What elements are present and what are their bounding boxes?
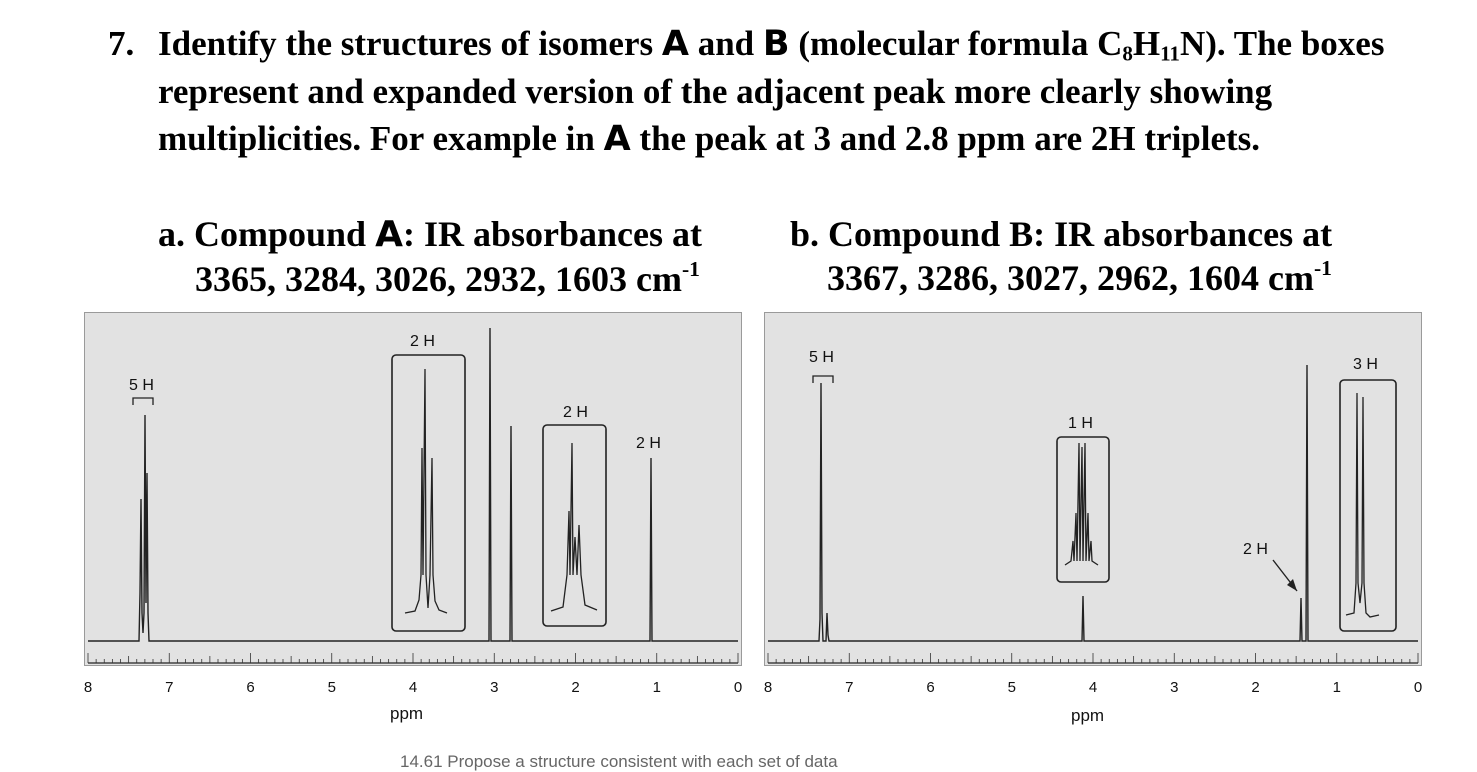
axis-a-tick-label: 0 (733, 679, 743, 696)
nmr-spectrum-a-plot (85, 313, 741, 665)
question-body (158, 20, 1468, 163)
ppm-axis-a (88, 653, 738, 663)
axis-a-tick-label: 2 (571, 679, 580, 696)
expanded-peak-trace (1065, 443, 1098, 565)
integration-bracket (133, 398, 153, 405)
peak-label-5h-a (129, 377, 154, 405)
question-text-part: (molecular formula C (798, 24, 1123, 63)
peak-label-text: 5 H (129, 377, 154, 394)
spectrum-a-trace (88, 328, 738, 641)
axis-b-tick-label: 6 (926, 679, 935, 696)
question-text-part: and (697, 24, 755, 63)
compound-a-letter: A (375, 214, 403, 255)
axis-a-tick-label: 3 (490, 679, 499, 696)
axis-a-tick-label: 7 (165, 679, 174, 696)
formula-element: H (1132, 24, 1161, 63)
heading-text: : IR absorbances at (402, 214, 702, 254)
axis-a-tick-label: 4 (408, 679, 418, 696)
axis-b-tick-label: 3 (1170, 679, 1179, 696)
axis-b-tick-label: 8 (763, 679, 773, 696)
peak-label-text: 2 H (563, 404, 588, 421)
question-text (108, 20, 1468, 163)
peak-label-text: 3 H (1353, 356, 1378, 373)
question-number: 7. (108, 24, 135, 63)
formula-subscript: 11 (1160, 41, 1180, 66)
peak-label-2h-b (1243, 541, 1297, 591)
expanded-peak-trace (405, 369, 447, 613)
axis-a-tick-label: 1 (652, 679, 661, 696)
inset-box-b-septet (1057, 415, 1109, 582)
peak-label-text: 2 H (1243, 541, 1268, 558)
peak-label-text: 2 H (410, 333, 435, 350)
ir-absorbances-b: 3367, 3286, 3027, 2962, 1604 cm (827, 258, 1314, 298)
expansion-box (1340, 380, 1396, 631)
compound-b-heading (790, 212, 1450, 300)
ppm-axis-label-a: ppm (390, 704, 424, 723)
spectrum-b-trace (768, 365, 1418, 641)
expanded-peak-trace (551, 443, 597, 611)
axis-b-tick-label: 2 (1251, 679, 1260, 696)
ppm-axis-label-b: ppm (1071, 706, 1105, 725)
inset-box-a-quartet (392, 333, 465, 631)
axis-b-tick-label: 5 (1007, 679, 1016, 696)
isomer-a-label: A (603, 119, 631, 159)
peak-label-text: 5 H (809, 349, 834, 366)
question-text-part: Identify the structures of isomers (158, 24, 654, 63)
question-text-part: N). The boxes represent and expanded version of the adjacent peak more clearly showing multiplicities. For example in (158, 24, 1385, 158)
axis-a-tick-label: 8 (83, 679, 93, 696)
inset-box-b-doublet (1340, 356, 1396, 631)
axis-b-tick-label: 7 (845, 679, 854, 696)
isomer-a-label: A (661, 24, 689, 64)
expanded-peak-trace (1346, 393, 1379, 617)
footnote-text: 14.61 Propose a structure consistent with each set of data (400, 752, 838, 771)
unit-exponent: -1 (681, 256, 700, 281)
inset-box-a-triplet (543, 404, 606, 626)
nmr-spectrum-b (764, 312, 1422, 666)
nmr-spectrum-b-plot (765, 313, 1421, 665)
compound-a-heading (158, 212, 758, 301)
axis-b-tick-label: 0 (1413, 679, 1423, 696)
peak-label-text: 2 H (636, 435, 661, 452)
question-text-part: the peak at 3 and 2.8 ppm are 2H triplets. (639, 119, 1261, 158)
axis-b-tick-label: 1 (1332, 679, 1341, 696)
axis-a-tick-label: 6 (246, 679, 255, 696)
peak-label-text: 1 H (1068, 415, 1093, 432)
nmr-spectrum-a (84, 312, 742, 666)
axis-b-tick-label: 4 (1088, 679, 1098, 696)
heading-text: a. Compound (158, 214, 367, 254)
isomer-b-label: B (762, 24, 790, 64)
expansion-box (543, 425, 606, 626)
ir-absorbances-a: 3365, 3284, 3026, 2932, 1603 cm (195, 259, 682, 299)
integration-bracket (813, 376, 833, 383)
unit-exponent: -1 (1313, 255, 1332, 280)
peak-label-5h-b (809, 349, 834, 383)
formula-subscript: 8 (1122, 41, 1133, 66)
ppm-axis-b (768, 653, 1418, 663)
heading-text: b. Compound B: IR absorbances at (790, 214, 1333, 254)
axis-a-tick-label: 5 (327, 679, 336, 696)
